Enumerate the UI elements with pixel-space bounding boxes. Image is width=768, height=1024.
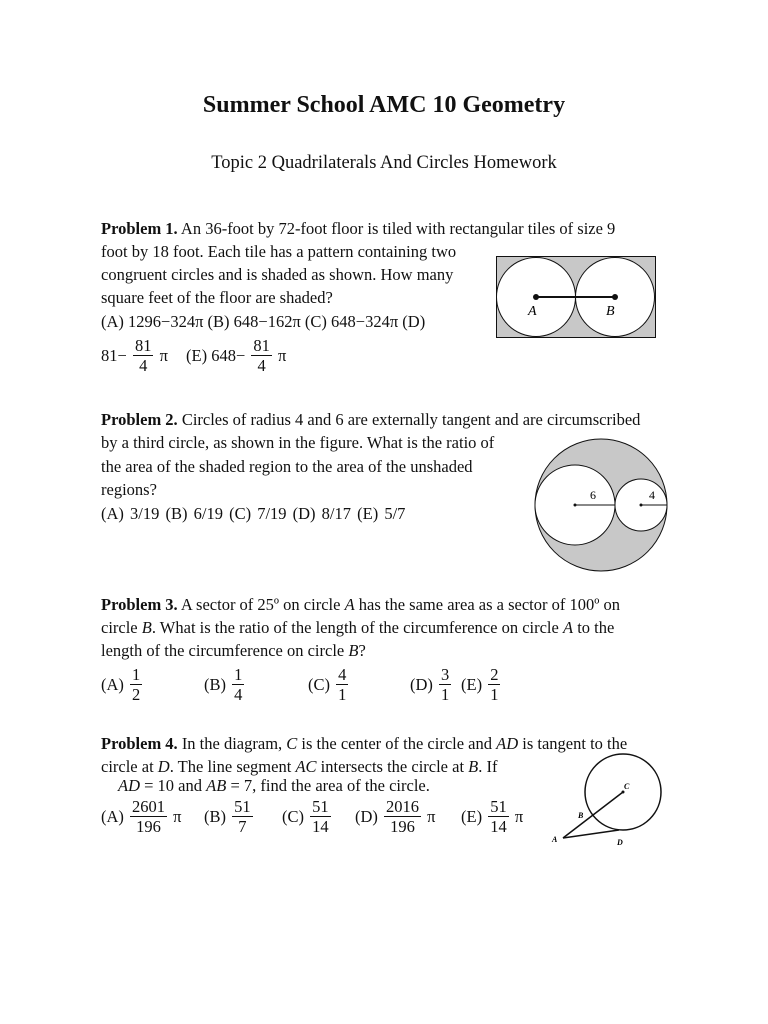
- text-run: . The line segment: [169, 757, 296, 776]
- fraction-numerator: 51: [490, 797, 507, 816]
- fraction-numerator: 1: [132, 665, 141, 684]
- problem-3-line-2: [101, 617, 614, 639]
- choice-e-prefix: (E) 648−: [186, 345, 246, 365]
- text-run-italic: B: [468, 757, 479, 776]
- text-run: length of the circumference on circle: [101, 641, 349, 660]
- choice-fraction: [130, 797, 167, 836]
- text-run-italic: AD: [118, 776, 140, 795]
- choice-fraction: [232, 665, 244, 704]
- problem-3-choice-a: [101, 665, 144, 704]
- problem-3-label: Problem 3.: [101, 595, 178, 614]
- pi-symbol: π: [159, 345, 168, 365]
- choice-fraction: [488, 665, 500, 704]
- text-run: A sector of 25º on circle: [180, 595, 345, 614]
- fraction-numerator: 51: [234, 797, 251, 816]
- fraction-denominator: 1: [338, 685, 347, 704]
- text-run: circle at: [101, 757, 158, 776]
- pi-symbol: π: [278, 345, 287, 365]
- problem-1-line-2: foot by 18 foot. Each tile has a pattern containing two: [101, 242, 457, 261]
- fraction-denominator: 14: [312, 817, 329, 836]
- text-run-italic: AD: [496, 734, 519, 753]
- label-d: D: [617, 838, 623, 847]
- fraction-denominator: 196: [390, 817, 415, 836]
- text-run-italic: AC: [295, 757, 317, 776]
- text-run: has the same area as a sector of 100º on: [354, 595, 621, 614]
- center-point-a: [533, 294, 539, 300]
- fraction-denominator: 1: [441, 685, 450, 704]
- text-run: . What is the ratio of the length of the circumference on circle: [151, 618, 563, 637]
- pi-symbol: π: [427, 806, 436, 826]
- problem-1-line-3: congruent circles and is shaded as shown. How many: [101, 265, 454, 284]
- problem-3-choice-d: [410, 665, 453, 704]
- fraction-numerator: 81: [134, 336, 152, 355]
- fraction-numerator: 2016: [386, 797, 420, 816]
- fraction-numerator: 51: [312, 797, 329, 816]
- page-subtitle: Topic 2 Quadrilaterals And Circles Homework: [211, 153, 557, 173]
- choice-label: (A): [101, 806, 124, 826]
- problem-4-choice-c: [282, 797, 333, 836]
- problem-2-line-3: the area of the shaded region to the area of the unshaded: [101, 457, 473, 476]
- choice-label: (D): [355, 806, 378, 826]
- fraction-denominator: 2: [132, 685, 141, 704]
- problem-2-choices: (A) 3/19 (B) 6/19 (C) 7/19 (D) 8/17 (E) 5/7: [101, 504, 406, 523]
- text-run-italic: B: [141, 618, 152, 637]
- tile-figure: [496, 256, 656, 338]
- problem-1-line-1: [101, 218, 615, 240]
- problem-3-choice-b: [204, 665, 246, 704]
- choice-fraction: [439, 665, 451, 704]
- choice-d-prefix: 81−: [101, 345, 127, 365]
- problem-2-line-4: regions?: [101, 480, 157, 499]
- choice-fraction: [336, 665, 348, 704]
- text-run: intersects the circle at: [316, 757, 469, 776]
- fraction-denominator: 4: [234, 685, 243, 704]
- text-run: ?: [358, 641, 366, 660]
- text-run: is tangent to the: [518, 734, 628, 753]
- problem-1-choices-2: [101, 336, 286, 375]
- label-4: 4: [649, 488, 655, 502]
- choice-fraction: [232, 797, 253, 836]
- choice-label: (D): [410, 674, 433, 694]
- choice-e-fraction: [251, 336, 272, 375]
- fraction-numerator: 2: [490, 665, 499, 684]
- text-run-italic: D: [157, 757, 170, 776]
- label-a: A: [528, 304, 537, 319]
- pi-symbol: π: [514, 806, 524, 826]
- choice-label: (E): [461, 806, 483, 826]
- fraction-numerator: 4: [338, 665, 347, 684]
- choice-label: (A): [101, 674, 124, 694]
- text-run: to the: [573, 618, 615, 637]
- label-6: 6: [590, 488, 596, 502]
- problem-3-choice-e: [461, 665, 502, 704]
- label-c: C: [624, 782, 630, 791]
- text-run-italic: C: [286, 734, 298, 753]
- text-run: = 10 and: [140, 776, 207, 795]
- text-run: In the diagram,: [181, 734, 287, 753]
- label-b: B: [606, 304, 615, 319]
- fraction-denominator: 4: [139, 356, 148, 375]
- problem-1-text-1: An 36-foot by 72-foot floor is tiled with rectangular tiles of size 9: [180, 219, 616, 238]
- text-run-italic: A: [344, 595, 355, 614]
- problem-3-line-1: [101, 594, 620, 616]
- problem-2-label: Problem 2.: [101, 410, 178, 429]
- tangent-figure: [552, 752, 672, 852]
- problem-2-line-1: [101, 409, 640, 431]
- fraction-denominator: 196: [136, 817, 161, 836]
- fraction-numerator: 3: [441, 665, 450, 684]
- choice-fraction: [384, 797, 421, 836]
- choice-label: (C): [282, 806, 304, 826]
- problem-3-line-3: [101, 640, 366, 662]
- pi-symbol: π: [173, 806, 182, 826]
- fraction-denominator: 7: [238, 817, 247, 836]
- label-b: B: [578, 811, 584, 820]
- choice-label: (C): [308, 674, 330, 694]
- choice-fraction: [130, 665, 142, 704]
- text-run-italic: A: [562, 618, 574, 637]
- fraction-numerator: 2601: [132, 797, 166, 816]
- text-run: is the center of the circle and: [297, 734, 497, 753]
- center-point-b: [612, 294, 618, 300]
- problem-4-line-1: [101, 733, 627, 755]
- problem-4-choice-e: [461, 797, 523, 836]
- text-run: circle: [101, 618, 142, 637]
- choice-fraction: [310, 797, 331, 836]
- choice-label: (E): [461, 674, 483, 694]
- problem-4-choice-b: [204, 797, 255, 836]
- circles-figure: [534, 438, 668, 572]
- problem-1-label: Problem 1.: [101, 219, 178, 238]
- problem-2-text-1: Circles of radius 4 and 6 are externally tangent and are circumscribed: [181, 410, 641, 429]
- text-run-italic: B: [348, 641, 359, 660]
- problem-1-line-4: square feet of the floor are shaded?: [101, 288, 333, 307]
- choice-fraction: [488, 797, 509, 836]
- choice-label: (B): [204, 806, 226, 826]
- fraction-denominator: 1: [490, 685, 499, 704]
- problem-1-choices: (A) 1296−324π (B) 648−162π (C) 648−324π (D): [101, 312, 426, 331]
- problem-4-line-3: [118, 775, 430, 797]
- problem-4-choice-a: [101, 797, 182, 836]
- problem-4-label: Problem 4.: [101, 734, 178, 753]
- fraction-numerator: 1: [234, 665, 243, 684]
- choice-label: (B): [204, 674, 226, 694]
- fraction-denominator: 14: [490, 817, 507, 836]
- page-title: Summer School AMC 10 Geometry: [202, 92, 566, 118]
- text-run: = 7, find the area of the circle.: [226, 776, 430, 795]
- label-a: A: [552, 835, 558, 844]
- center-point: [640, 504, 643, 507]
- problem-4-choice-d: [355, 797, 436, 836]
- choice-d-fraction: [133, 336, 154, 375]
- fraction-denominator: 4: [257, 356, 266, 375]
- problem-3-choice-c: [308, 665, 350, 704]
- center-point: [574, 504, 577, 507]
- fraction-numerator: 81: [253, 336, 270, 355]
- text-run-italic: AB: [206, 776, 227, 795]
- text-run: . If: [478, 757, 498, 776]
- problem-2-line-2: by a third circle, as shown in the figure. What is the ratio of: [101, 433, 495, 452]
